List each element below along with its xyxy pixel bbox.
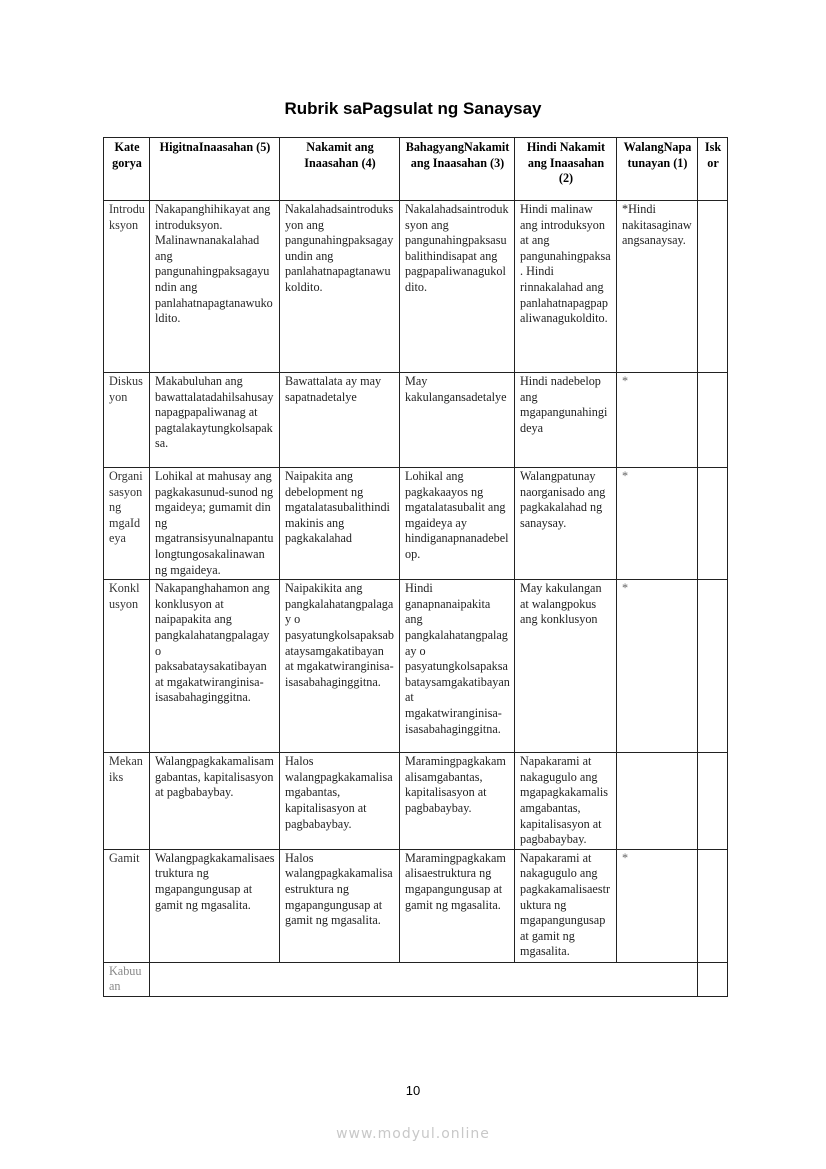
column-header: Nakamit ang Inaasahan (4) — [280, 138, 400, 201]
criteria-cell: Maramingpagkakamalisaestruktura ng mgapangungusap at gamit ng mgasalita. — [400, 849, 515, 962]
score-cell — [698, 849, 728, 962]
category-cell: Organisasyon ng mgaIdeya — [104, 468, 150, 580]
category-cell: Introduksyon — [104, 201, 150, 373]
column-header: HigitnaInaasahan (5) — [150, 138, 280, 201]
column-header: Kate gorya — [104, 138, 150, 201]
column-header: BahagyangNakamit ang Inaasahan (3) — [400, 138, 515, 201]
category-cell: Diskusyon — [104, 373, 150, 468]
category-cell: Gamit — [104, 849, 150, 962]
criteria-cell: * — [617, 580, 698, 753]
criteria-cell: Naipakikita ang pangkalahatangpalagay o pasyatungkolsapaksabataysamgakatibayan at mgakatwiranginisa-isasabahaginggitna. — [280, 580, 400, 753]
header-row — [104, 138, 728, 201]
criteria-cell: May kakulangansadetalye — [400, 373, 515, 468]
watermark: www.modyul.online — [336, 1126, 490, 1142]
criteria-cell: May kakulangan at walangpokus ang konklusyon — [515, 580, 617, 753]
criteria-cell: Nakapanghihikayat ang introduksyon. Malinawnanakalahad ang pangunahingpaksagayundin ang panlahatnapagtanawukoldito. — [150, 201, 280, 373]
criteria-cell: Nakapanghahamon ang konklusyon at naipapakita ang pangkalahatangpalagay o paksabataysakatibayan at mgakatwiranginisa-isasabahaginggitna. — [150, 580, 280, 753]
table-row — [104, 580, 728, 753]
criteria-cell: Walangpagkakamalisaestruktura ng mgapangungusap at gamit ng mgasalita. — [150, 849, 280, 962]
criteria-cell: Lohikal ang pagkakaayos ng mgatalatasubalit ang mgaideya ay hindiganapnanadebelop. — [400, 468, 515, 580]
table-row — [104, 468, 728, 580]
criteria-cell: Napakarami at nakagugulo ang pagkakamalisaestruktura ng mgapangungusap at gamit ng mgasalita. — [515, 849, 617, 962]
criteria-cell: Makabuluhan ang bawattalatadahilsahusaynapagpapaliwanag at pagtalakaytungkolsapaksa. — [150, 373, 280, 468]
category-cell: Konklusyon — [104, 580, 150, 753]
table-row — [104, 373, 728, 468]
criteria-cell: Hindi nadebelop ang mgapangunahingideya — [515, 373, 617, 468]
criteria-cell: Walangpatunay naorganisado ang pagkakalahad ng sanaysay. — [515, 468, 617, 580]
criteria-cell: Hindi ganapnanaipakita ang pangkalahatangpalagay o pasyatungkolsapaksabataysamgakatibayan at mgakatwiranginisa-isasabahaginggitna. — [400, 580, 515, 753]
score-cell — [698, 373, 728, 468]
score-cell — [698, 753, 728, 850]
criteria-cell: Napakarami at nakagugulo ang mgapagkakamalisamgabantas, kapitalisasyon at pagbabaybay. — [515, 753, 617, 850]
column-header: Iskor — [698, 138, 728, 201]
table-row — [104, 849, 728, 962]
total-empty — [150, 962, 698, 996]
criteria-cell: Nakalahadsaintroduksyon ang pangunahingpaksasubalithindisapat ang pagpapaliwanagukoldito. — [400, 201, 515, 373]
criteria-cell: Halos walangpagkakamalisaestruktura ng mgapangungusap at gamit ng mgasalita. — [280, 849, 400, 962]
table-row — [104, 201, 728, 373]
criteria-cell — [617, 753, 698, 850]
total-row — [104, 962, 728, 996]
criteria-cell: Walangpagkakamalisamgabantas, kapitalisasyon at pagbabaybay. — [150, 753, 280, 850]
criteria-cell: Hindi malinaw ang introduksyon at ang pangunahingpaksa. Hindi rinnakalahad ang panlahatnapagpapaliwanagukoldito. — [515, 201, 617, 373]
criteria-cell: * — [617, 468, 698, 580]
score-cell — [698, 580, 728, 753]
score-cell — [698, 201, 728, 373]
total-label: Kabuuan — [104, 962, 150, 996]
page-number: 10 — [405, 1083, 421, 1098]
criteria-cell: Lohikal at mahusay ang pagkakasunud-sunod ng mgaideya; gumamit din ng mgatransisyunalnapantulongtungosakalinawan ng mgaideya. — [150, 468, 280, 580]
criteria-cell: *Hindi nakitasaginawangsanaysay. — [617, 201, 698, 373]
rubric-table — [103, 137, 728, 997]
criteria-cell: Maramingpagkakamalisamgabantas, kapitalisasyon at pagbabaybay. — [400, 753, 515, 850]
table-row — [104, 753, 728, 850]
criteria-cell: Halos walangpagkakamalisamgabantas, kapitalisasyon at pagbabaybay. — [280, 753, 400, 850]
criteria-cell: Bawattalata ay may sapatnadetalye — [280, 373, 400, 468]
criteria-cell: * — [617, 373, 698, 468]
column-header: WalangNapatunayan (1) — [617, 138, 698, 201]
criteria-cell: Naipakita ang debelopment ng mgatalatasubalithindimakinis ang pagkakalahad — [280, 468, 400, 580]
column-header: Hindi Nakamit ang Inaasahan (2) — [515, 138, 617, 201]
total-score-cell — [698, 962, 728, 996]
page-title: Rubrik saPagsulat ng Sanaysay — [284, 99, 542, 118]
criteria-cell: Nakalahadsaintroduksyon ang pangunahingpaksagayundin ang panlahatnapagtanawukoldito. — [280, 201, 400, 373]
category-cell: Mekaniks — [104, 753, 150, 850]
criteria-cell: * — [617, 849, 698, 962]
score-cell — [698, 468, 728, 580]
